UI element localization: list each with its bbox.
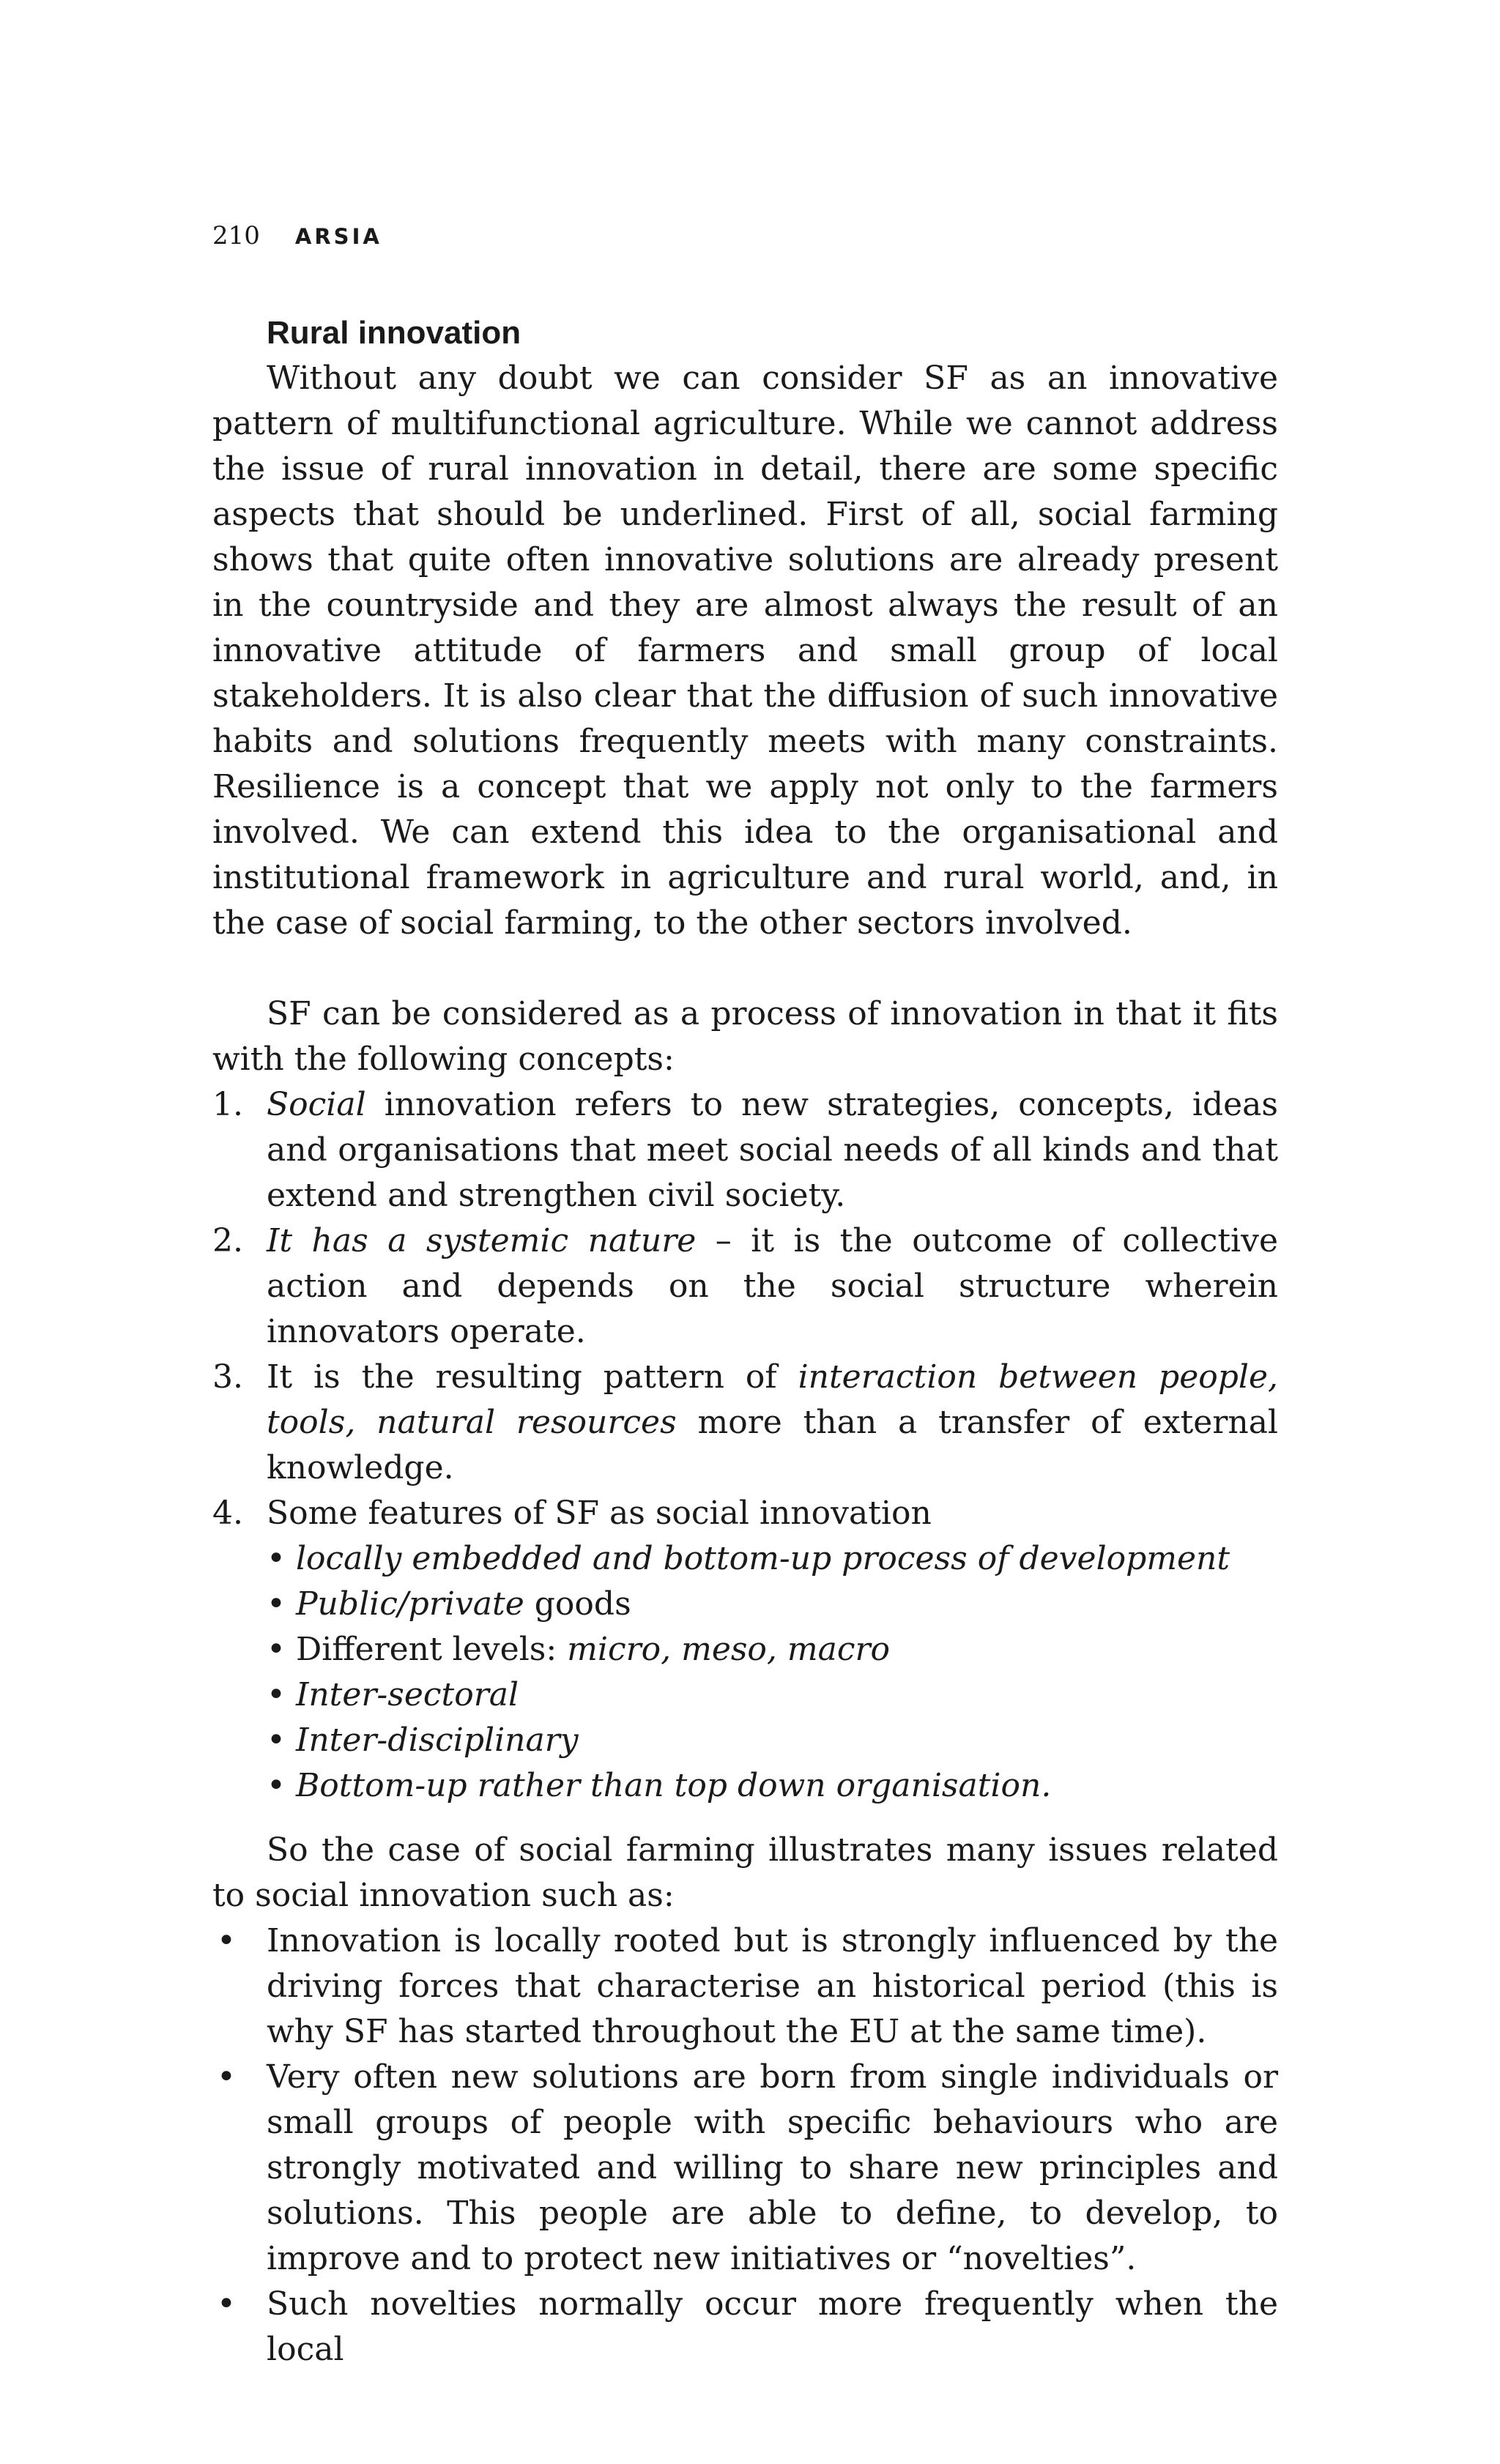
feature-item [212, 1627, 1278, 1672]
bullet-mark: • [267, 1540, 286, 1577]
concept-term: Social [267, 1086, 366, 1123]
bullet-mark: • [267, 1767, 286, 1804]
concept-text: Some features of SF as social innovation [267, 1495, 932, 1532]
issue-item [212, 2282, 1278, 2372]
feature-text: locally embedded and bottom-up process of development [295, 1540, 1230, 1577]
feature-item [212, 1582, 1278, 1627]
item-number: 4. [212, 1495, 243, 1532]
issues-list [212, 1918, 1278, 2372]
item-number: 1. [212, 1086, 243, 1123]
bullet-mark: • [267, 1585, 286, 1623]
feature-text: Inter-disciplinary [295, 1722, 579, 1759]
feature-term: Public/private [295, 1585, 524, 1623]
feature-term: micro, meso, macro [567, 1631, 891, 1668]
spacer [212, 1809, 1278, 1828]
concepts-intro-paragraph: SF can be considered as a process of innovation in that it fits with the following concepts: [212, 995, 1278, 1078]
closing-paragraph: So the case of social farming illustrates many issues related to social innovation such as: [212, 1831, 1278, 1914]
feature-text: Inter-sectoral [295, 1676, 519, 1713]
bullet-mark: • [217, 2058, 236, 2096]
bullet-mark: • [267, 1722, 286, 1759]
issue-text: Very often new solutions are born from single individuals or small groups of people with specific behaviours who are strongly motivated and willing to share new principles and solutions. This people are able to define, to develop, to improve and to protect new initiatives or “novelties”. [267, 2058, 1278, 2277]
feature-text: Bottom-up rather than top down organisation. [295, 1767, 1052, 1804]
item-number: 2. [212, 1222, 243, 1259]
body-content [212, 310, 1278, 2372]
bullet-mark: • [267, 1631, 286, 1668]
concept-item [212, 1218, 1278, 1355]
journal-name: ARSIA [294, 224, 382, 249]
features-list [212, 1536, 1278, 1809]
feature-item [212, 1672, 1278, 1718]
concept-item [212, 1082, 1278, 1218]
issue-text: Such novelties normally occur more frequently when the local [267, 2285, 1278, 2368]
concept-text: innovation refers to new strategies, concepts, ideas and organisations that meet social needs of all kinds and that extend and strengthen civil society. [267, 1086, 1278, 1214]
section-title: Rural innovation [267, 315, 521, 351]
spacer [212, 946, 1278, 991]
concept-text: – it is the outcome of collective action and depends on the social structure wherein innovators operate. [267, 1222, 1278, 1350]
feature-text: Different levels: [295, 1631, 568, 1668]
concept-text-lead: It is the resulting pattern of [267, 1358, 798, 1396]
concept-term: It has a systemic nature [267, 1222, 697, 1259]
concepts-list [212, 1082, 1278, 1536]
bullet-mark: • [217, 1922, 236, 1959]
issue-item [212, 1918, 1278, 2055]
concept-term: interaction between people, tools, natural resources [267, 1358, 1278, 1441]
feature-text: goods [524, 1585, 631, 1623]
issue-item [212, 2055, 1278, 2282]
feature-item [212, 1763, 1278, 1809]
concept-text: more than a transfer of external knowledge. [267, 1404, 1278, 1486]
feature-item [212, 1536, 1278, 1582]
running-head [212, 221, 382, 258]
intro-paragraph: Without any doubt we can consider SF as an innovative pattern of multifunctional agriculture. While we cannot address the issue of rural innovation in detail, there are some specific aspects that should be underlined. First of all, social farming shows that quite often innovative solutions are already present in the countryside and they are almost always the result of an innovative attitude of farmers and small group of local stakeholders. It is also clear that the diffusion of such innovative habits and solutions frequently meets with many constraints. Resilience is a concept that we apply not only to the farmers involved. We can extend this idea to the organisational and institutional framework in agriculture and rural world, and, in the case of social farming, to the other sectors involved. [212, 360, 1278, 942]
feature-item [212, 1718, 1278, 1763]
concept-item [212, 1355, 1278, 1491]
concept-item [212, 1491, 1278, 1536]
bullet-mark: • [217, 2285, 236, 2323]
bullet-mark: • [267, 1676, 286, 1713]
page-number: 210 [212, 221, 260, 250]
issue-text: Innovation is locally rooted but is strongly influenced by the driving forces that characterise an historical period (this is why SF has started throughout the EU at the same time). [267, 1922, 1278, 2050]
item-number: 3. [212, 1358, 243, 1396]
